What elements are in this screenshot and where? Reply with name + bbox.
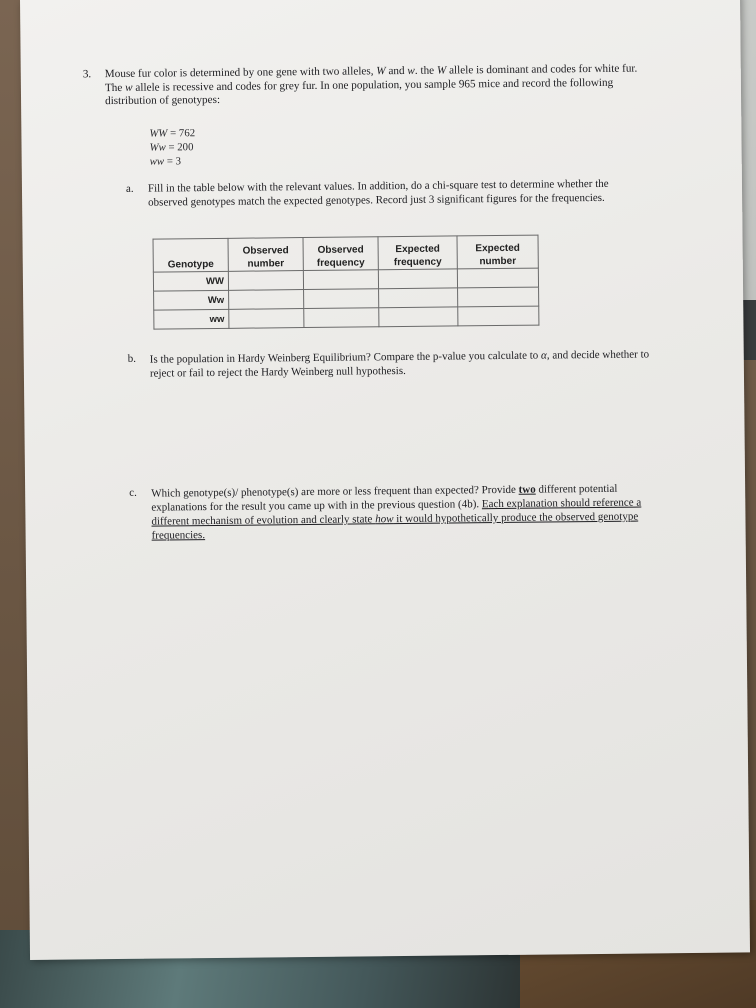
question-number: 3. <box>82 68 92 81</box>
part-c-text: Which genotype(s)/ phenotype(s) are more or less frequent than expected? Provide two different potential explanations for the result you came up with in the previous question (4b). Each explanation should reference a different mechanism of evolution and clearly state how it would hypothetically produce the observed genotype frequencies. <box>151 482 642 542</box>
question-prompt: Mouse fur color is determined by one gene with two alleles, W and w. the W allele is dominant and codes for white fur. The w allele is recessive and codes for grey fur. In one population, you sample 965 mice and record the following distribution of genotypes: <box>104 62 638 108</box>
table-header-row <box>153 235 538 272</box>
part-c-label: c. <box>129 486 137 499</box>
row-genotype: Ww <box>154 290 229 310</box>
table-cell[interactable] <box>229 290 304 310</box>
genotype-count-ww-recessive: ww = 3 <box>149 155 182 168</box>
table-cell[interactable] <box>379 288 458 308</box>
part-a-text: Fill in the table below with the relevant values. In addition, do a chi-square test to determine whether the observed genotypes match the expected genotypes. Record just 3 significant figures for the frequencies. <box>147 177 609 209</box>
table-cell[interactable] <box>304 308 379 328</box>
table-cell[interactable] <box>458 306 539 326</box>
table-cell[interactable] <box>379 307 458 327</box>
genotype-table <box>153 235 540 330</box>
table-cell[interactable] <box>457 268 538 288</box>
part-b-text: Is the population in Hardy Weinberg Equilibrium? Compare the p-value you calculate to α, and decide whether to reject or fail to reject the Hardy Weinberg null hypothesis. <box>149 348 650 380</box>
header-observed-number: Observed number <box>228 238 303 272</box>
worksheet-page <box>20 0 750 960</box>
table-cell[interactable] <box>458 287 539 307</box>
genotype-count-ww-dominant: WW = 762 <box>149 127 196 140</box>
table-cell[interactable] <box>378 269 457 289</box>
header-observed-frequency: Observed frequency <box>303 237 378 271</box>
part-a-label: a. <box>125 182 134 195</box>
row-genotype: ww <box>154 309 229 329</box>
row-genotype: WW <box>153 271 228 291</box>
table-row <box>154 306 539 329</box>
header-expected-frequency: Expected frequency <box>378 236 457 270</box>
part-b-label: b. <box>127 352 137 365</box>
header-expected-number: Expected number <box>457 235 538 269</box>
table-cell[interactable] <box>303 270 378 290</box>
header-genotype: Genotype <box>153 238 228 272</box>
table-cell[interactable] <box>229 309 304 329</box>
table-cell[interactable] <box>228 271 303 291</box>
genotype-count-ww-het: Ww = 200 <box>149 141 194 154</box>
table-cell[interactable] <box>304 289 379 309</box>
